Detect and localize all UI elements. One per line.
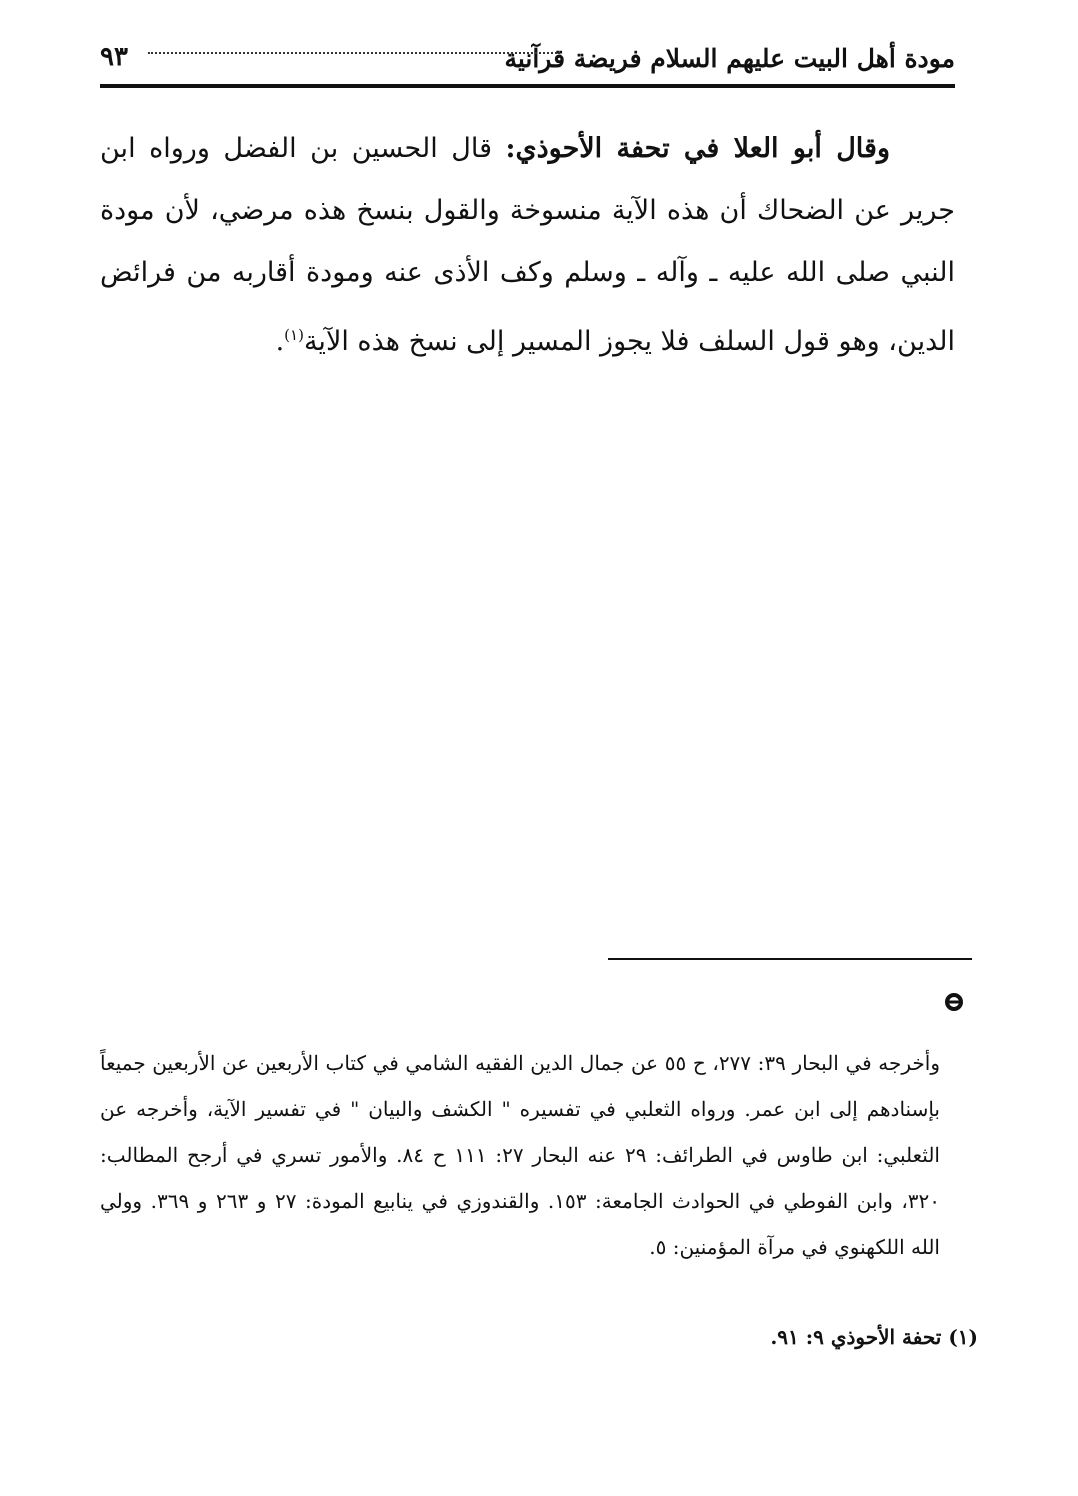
header-rule (100, 84, 955, 88)
paragraph-text: قال الحسين بن الفضل ورواه ابن جرير عن الضحاك أن هذه الآية منسوخة والقول بنسخ هذه مرضي، لأن مودة النبي صلى الله عليه ـ وآله ـ وسلم وكف الأذى عنه ومودة أقاربه من فرائض الدين، وهو قول السلف فلا يجوز المسير إلى نسخ هذه الآية (100, 133, 955, 357)
page-number: ٩٣ (100, 42, 128, 72)
running-header (100, 34, 955, 82)
continuation-marker-icon (945, 993, 963, 1011)
source-lead: وقال أبو العلا في تحفة الأحوذي: (505, 133, 890, 164)
footnotes (100, 1040, 940, 1270)
paragraph-end: . (275, 326, 285, 357)
main-text (100, 118, 955, 373)
paragraph (100, 118, 955, 373)
header-title: مودة أهل البيت عليهم السلام فريضة قرآنية (504, 44, 955, 73)
footnote-separator (608, 958, 972, 960)
footnote-continuation: وأخرجه في البحار ٣٩: ٢٧٧، ح ٥٥ عن جمال الدين الفقيه الشامي في كتاب الأربعين عن الأربعين جميعاً بإسنادهم إلى ابن عمر. ورواه الثعلبي في تفسيره " الكشف والبيان " في تفسير الآية، وأخرجه عن الثعلبي: ابن طاوس في الطرائف: ٢٩ عنه البحار ٢٧: ١١١ ح ٨٤. والأمور تسري في أرجح المطالب: ٣٢٠، وابن الفوطي في الحوادث الجامعة: ١٥٣. والقندوزي في ينابيع المودة: ٢٧ و ٢٦٣ و ٣٦٩. وولي الله اللكهنوي في مرآة المؤمنين: ٥. (100, 1051, 941, 1259)
footnote-reference[interactable]: (١) (284, 326, 304, 344)
dot-leader (148, 52, 560, 54)
footnote-1: (١) تحفة الأحوذي ٩: ٩١. (770, 1325, 978, 1349)
